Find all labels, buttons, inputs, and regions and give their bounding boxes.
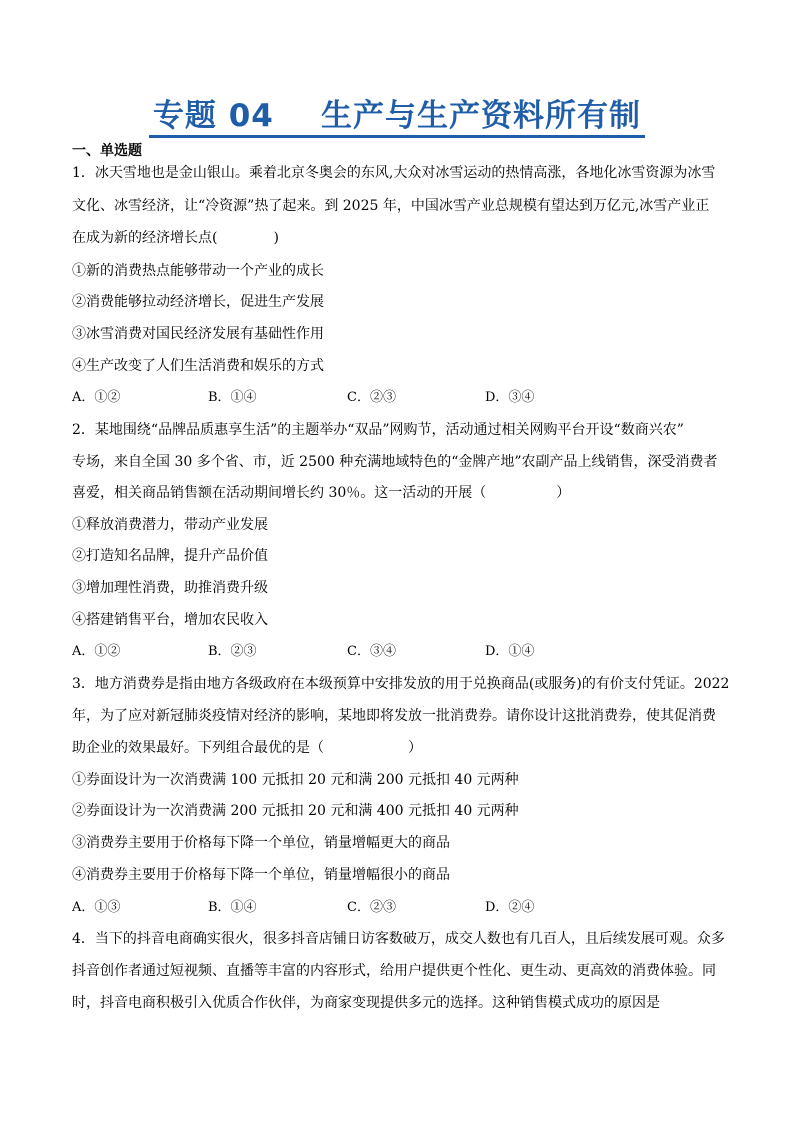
question-2-option-c: C．③④ <box>347 644 396 659</box>
question-3-line-1: 3．地方消费券是指由地方各级政府在本级预算中安排发放的用于兑换商品(或服务)的有价支付凭证。2022 <box>72 676 730 692</box>
question-2-line-3: 喜爱，相关商品销售额在活动期间增长约 30％。这一活动的开展（ ） <box>72 485 571 501</box>
page-title <box>0 96 794 136</box>
question-2-statement-4: ④搭建销售平台，增加农民收入 <box>72 612 268 628</box>
question-3-option-a: A．①③ <box>72 900 121 915</box>
question-3-option-c: C．②③ <box>347 900 396 915</box>
question-2-statement-3: ③增加理性消费，助推消费升级 <box>72 580 268 596</box>
question-3-statement-4: ④消费券主要用于价格每下降一个单位，销量增幅很小的商品 <box>72 867 450 883</box>
question-3-statement-3: ③消费券主要用于价格每下降一个单位，销量增幅更大的商品 <box>72 835 450 851</box>
question-3-statement-2: ②券面设计为一次消费满 200 元抵扣 20 元和满 400 元抵扣 40 元两种 <box>72 803 519 819</box>
question-1-option-c: C．②③ <box>347 390 396 405</box>
question-2-line-1: 2．某地围绕“品牌品质惠享生活”的主题举办“双品”网购节，活动通过相关网购平台开设“数商兴农” <box>72 422 684 438</box>
question-3-line-2: 年，为了应对新冠肺炎疫情对经济的影响，某地即将发放一批消费券。请你设计这批消费券，使其促消费 <box>72 708 716 724</box>
question-1-line-3: 在成为新的经济增长点( ) <box>72 230 279 246</box>
question-2-line-2: 专场，来自全国 30 多个省、市，近 2500 种充满地域特色的“金牌产地”农副产品上线销售，深受消费者 <box>72 454 718 470</box>
question-3-statement-1: ①券面设计为一次消费满 100 元抵扣 20 元和满 200 元抵扣 40 元两种 <box>72 772 519 788</box>
question-4-line-1: 4．当下的抖音电商确实很火，很多抖音店铺日访客数破万，成交人数也有几百人，且后续发展可观。众多 <box>72 931 725 947</box>
question-1-line-1: 1．冰天雪地也是金山银山。乘着北京冬奥会的东风,大众对冰雪运动的热情高涨，各地化冰雪资源为冰雪 <box>72 165 716 181</box>
question-2-statement-2: ②打造知名品牌，提升产品价值 <box>72 548 268 564</box>
page-title-text: 专题 04 生产与生产资料所有制 <box>149 98 645 138</box>
question-4-line-2: 抖音创作者通过短视频、直播等丰富的内容形式，给用户提供更个性化、更生动、更高效的消费体验。同 <box>72 963 716 979</box>
question-3-line-3: 助企业的效果最好。下列组合最优的是（ ） <box>72 740 422 756</box>
question-1-option-b: B．①④ <box>208 390 257 405</box>
question-2-option-b: B．②③ <box>208 644 257 659</box>
question-1-statement-1: ①新的消费热点能够带动一个产业的成长 <box>72 263 324 279</box>
question-4-line-3: 时，抖音电商积极引入优质合作伙伴，为商家变现提供多元的选择。这种销售模式成功的原因是 <box>72 995 660 1011</box>
question-2-option-d: D．①④ <box>485 644 535 659</box>
question-2-option-a: A．①② <box>72 644 121 659</box>
question-1-option-d: D．③④ <box>485 390 535 405</box>
question-3-option-d: D．②④ <box>485 900 535 915</box>
question-1-statement-3: ③冰雪消费对国民经济发展有基础性作用 <box>72 326 324 342</box>
question-3-option-b: B．①④ <box>208 900 257 915</box>
question-1-line-2: 文化、冰雪经济，让“冷资源”热了起来。到 2025 年，中国冰雪产业总规模有望达到万亿元,冰雪产业正 <box>72 198 710 214</box>
section-heading: 一、单选题 <box>72 143 142 159</box>
question-1-statement-2: ②消费能够拉动经济增长，促进生产发展 <box>72 294 324 310</box>
question-1-option-a: A．①② <box>72 390 121 405</box>
question-2-statement-1: ①释放消费潜力，带动产业发展 <box>72 517 268 533</box>
question-1-statement-4: ④生产改变了人们生活消费和娱乐的方式 <box>72 358 324 374</box>
